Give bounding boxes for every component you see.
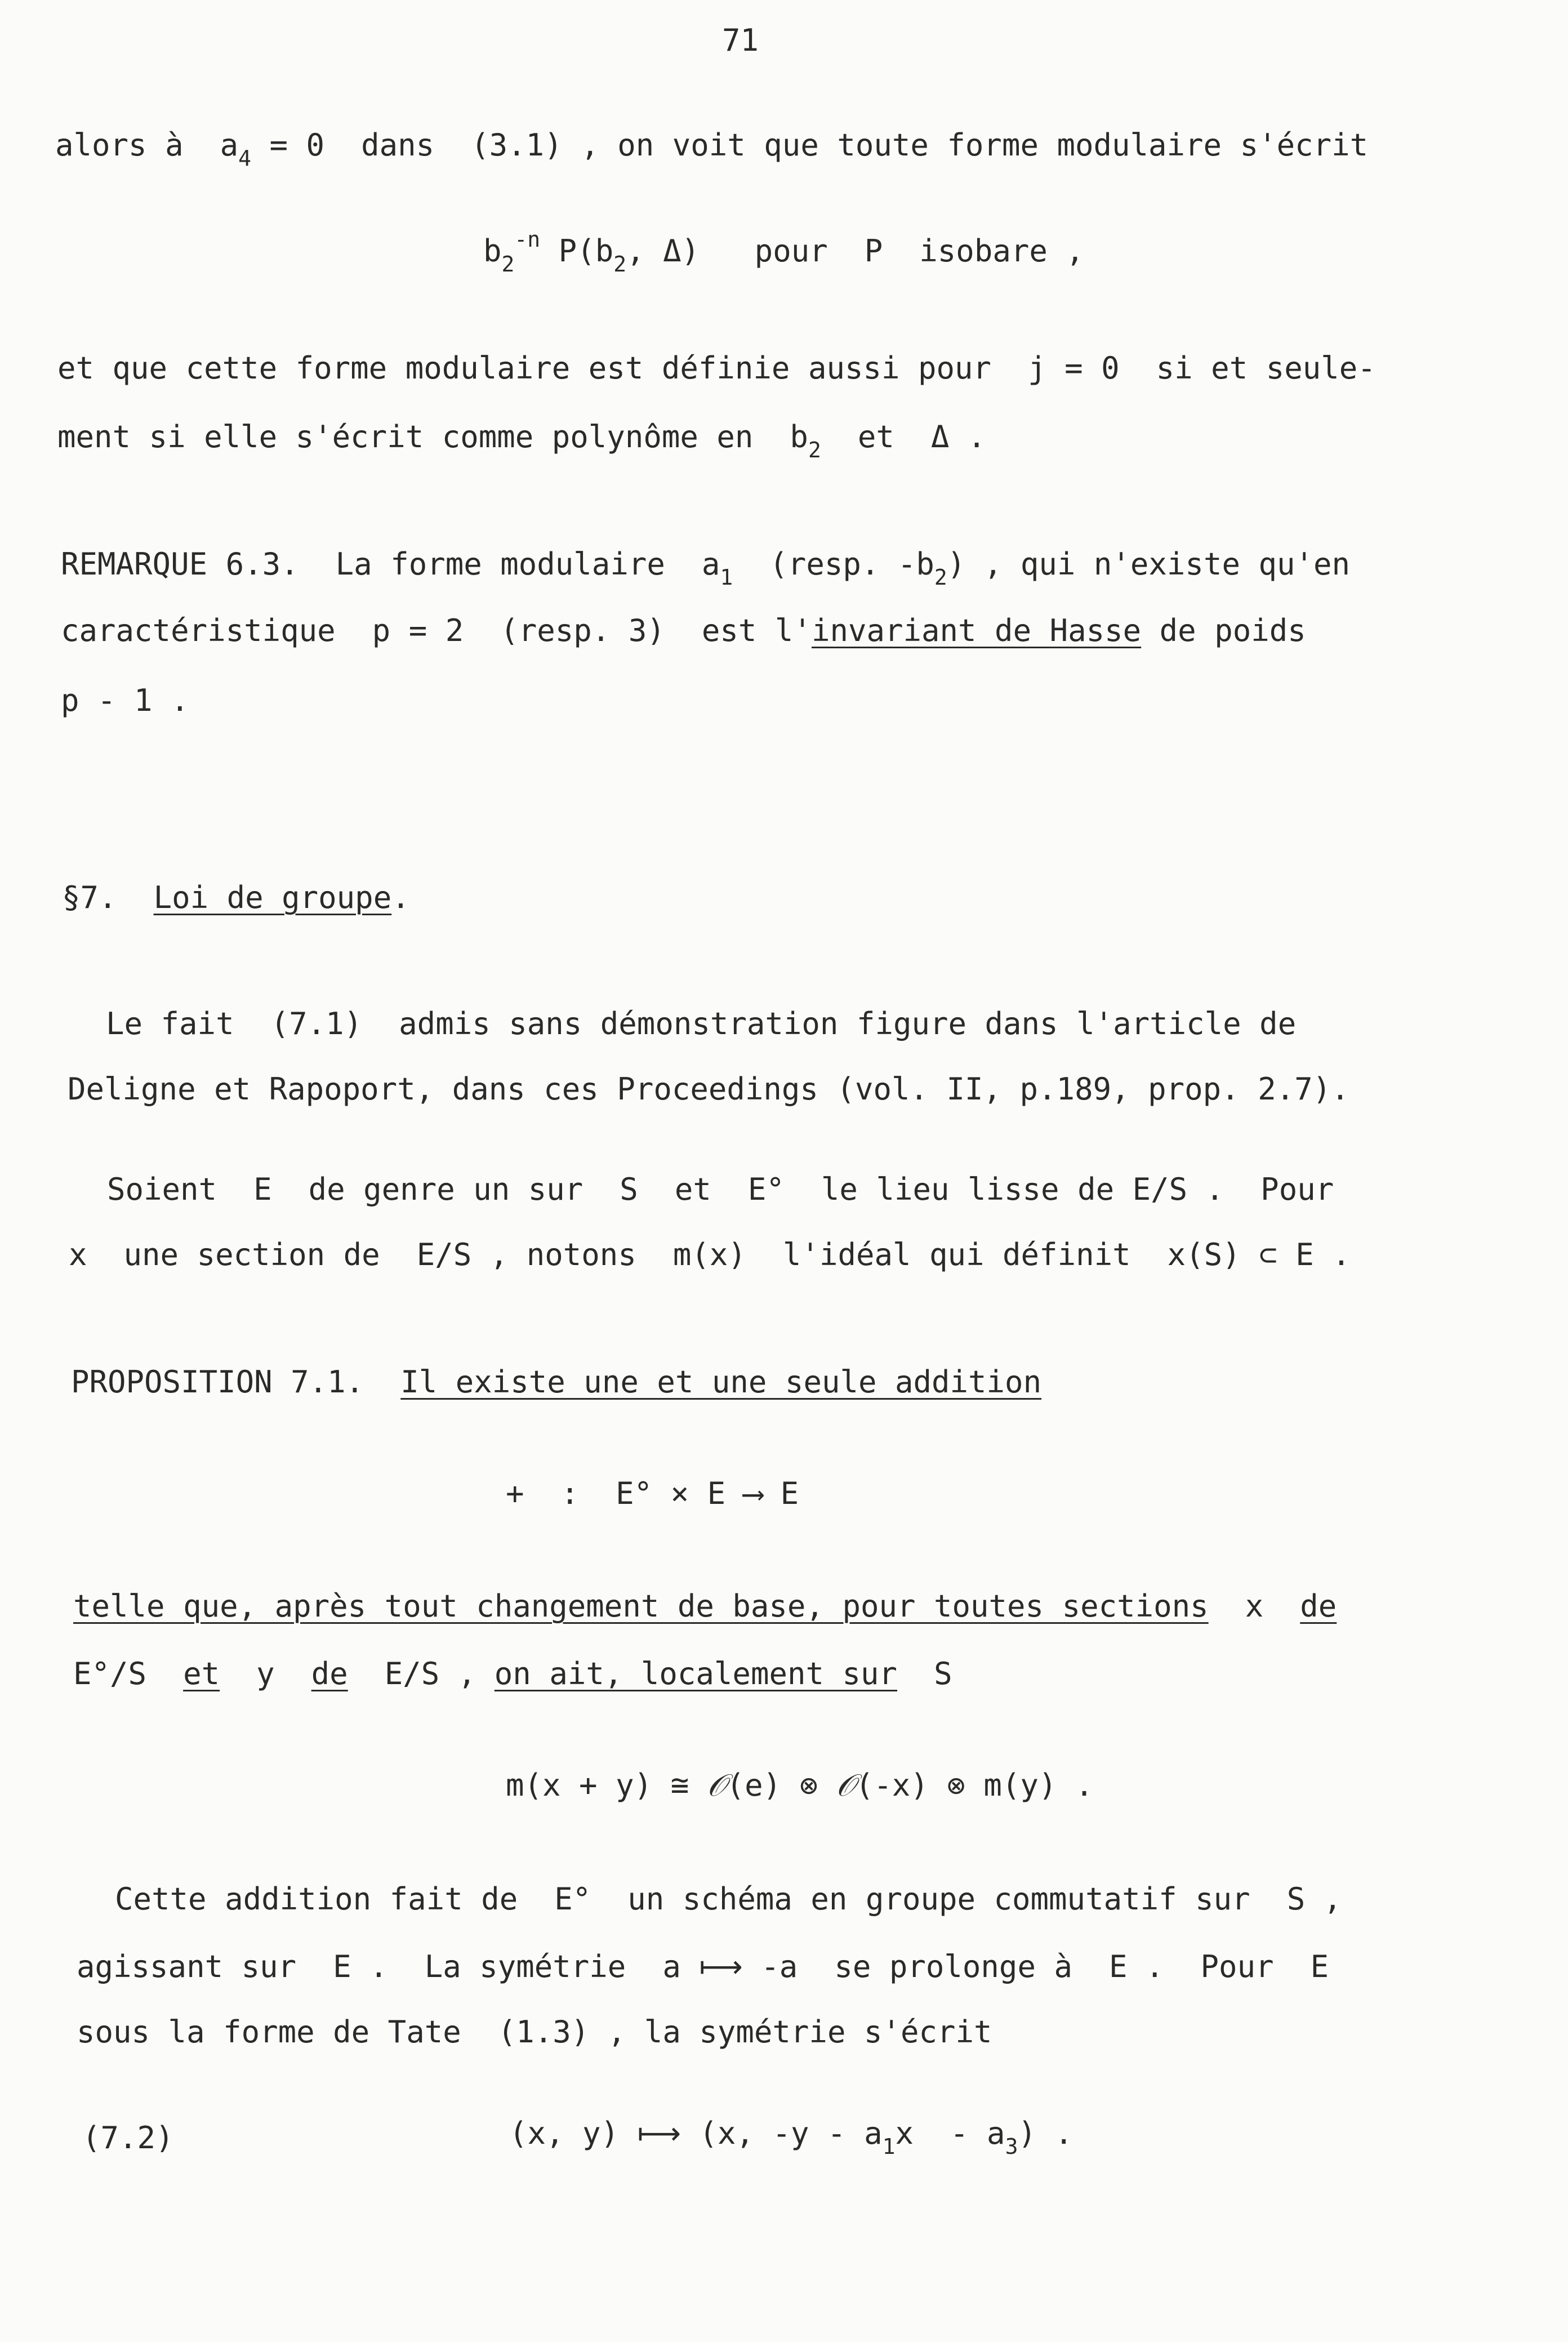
text-line-7: p - 1 . [61,683,189,718]
underlined-statement: Il existe une et une seule addition [400,1364,1042,1400]
subscript: 1 [720,565,733,590]
subscript: 2 [501,252,515,277]
text-line-19: agissant sur E . La symétrie a ⟼ -a se prolonge à E . Pour E [77,1949,1329,1984]
text: b [483,233,502,269]
text: caractéristique p = 2 (resp. 3) est l' [61,613,812,648]
text: x [1208,1588,1300,1624]
formula-line-4 [509,2113,1073,2159]
text-line-4 [57,417,986,462]
formula-line-3 [506,1765,1093,1806]
underlined-statement: telle que, après tout changement de base, pour toutes sections [73,1588,1209,1624]
text-line-10: Deligne et Rapoport, dans ces Proceedings (vol. II, p.189, prop. 2.7). [68,1071,1349,1107]
text: x - a [895,2116,1005,2151]
equation-number: (7.2) [82,2120,174,2156]
structure-sheaf-symbol: 𝒪 [836,1767,856,1803]
underlined-term: invariant de Hasse [811,613,1142,648]
structure-sheaf-symbol: 𝒪 [707,1767,727,1803]
text: (e) ⊗ [726,1767,836,1803]
text: et Δ . [821,419,986,455]
underlined-statement: on ait, localement sur [494,1656,898,1691]
text: S [897,1656,952,1691]
text: (-x) ⊗ m(y) . [855,1767,1094,1803]
text: E°/S [73,1656,184,1691]
subscript: 2 [613,252,627,277]
formula-line-1 [483,227,1084,277]
text: REMARQUE 6.3. La forme modulaire a [61,546,720,582]
text: , Δ) pour P isobare , [626,233,1084,269]
text: ment si elle s'écrit comme polynôme en b [57,419,808,455]
subscript: 2 [934,565,947,590]
text: (resp. -b [733,546,934,582]
text: m(x + y) ≅ [506,1767,707,1803]
text: de poids [1141,613,1306,648]
text-line-3: et que cette forme modulaire est définie aussi pour j = 0 si et seule- [57,350,1376,386]
text: ) . [1018,2116,1073,2151]
subscript: 4 [238,146,251,171]
text-line-20: sous la forme de Tate (1.3) , la symétrie s'écrit [77,2014,992,2050]
underlined-statement: de [311,1656,348,1691]
subscript: 3 [1005,2134,1018,2159]
text: y [220,1656,311,1691]
section-title: Loi de groupe [153,880,392,915]
text-line-9: Le fait (7.1) admis sans démonstration figure dans l'article de [106,1006,1297,1041]
proposition-label: PROPOSITION 7.1. [71,1364,401,1400]
text-line-1 [55,125,1369,171]
text: alors à a [55,127,239,163]
page-number: 71 [722,23,759,58]
subscript: 2 [808,438,821,462]
formula-line-2: + : E° × E ⟶ E [506,1476,799,1511]
underlined-statement: de [1300,1588,1337,1624]
subscript: 1 [882,2134,896,2159]
section-heading [62,878,410,918]
text-line-15 [73,1586,1337,1627]
text-line-6 [61,611,1306,651]
text: P(b [540,233,614,269]
text: . [391,880,410,915]
text: E/S , [348,1656,495,1691]
remark-heading-line [61,544,1351,590]
text-line-12: x une section de E/S , notons m(x) l'idéal qui définit x(S) ⊂ E . [69,1237,1351,1272]
proposition-heading-line [71,1362,1041,1402]
text: (x, y) ⟼ (x, -y - a [509,2116,883,2151]
superscript: -n [514,227,541,252]
text: = 0 dans (3.1) , on voit que toute forme modulaire s'écrit [251,127,1369,163]
text-line-11: Soient E de genre un sur S et E° le lieu lisse de E/S . Pour [107,1172,1334,1207]
text-line-16 [73,1654,952,1694]
text: ) , qui n'existe qu'en [947,546,1351,582]
section-number: §7. [62,880,154,915]
underlined-statement: et [183,1656,220,1691]
text-line-18: Cette addition fait de E° un schéma en groupe commutatif sur S , [115,1881,1342,1917]
